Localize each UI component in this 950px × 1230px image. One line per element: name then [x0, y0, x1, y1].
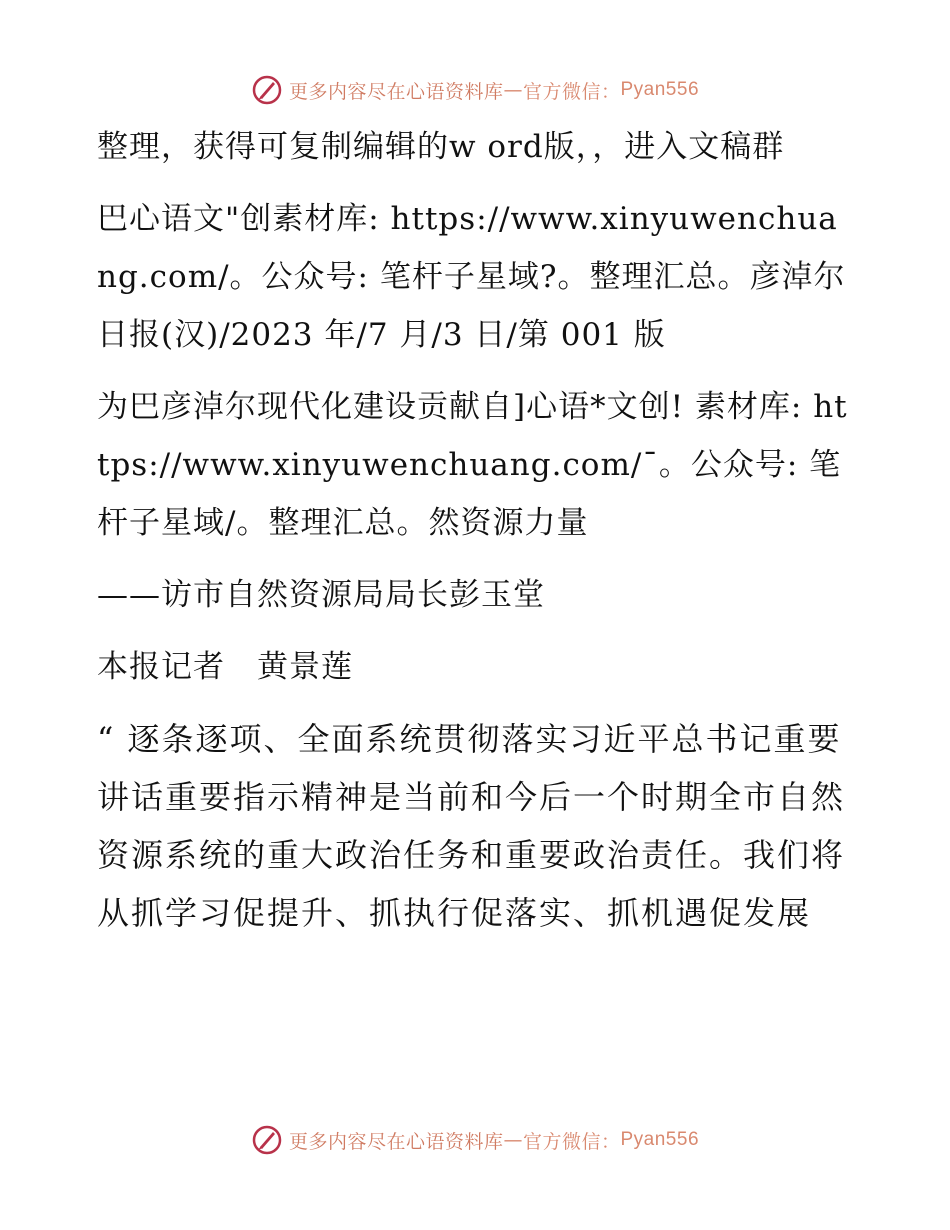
banner-brand-text: 更多内容尽在心语资料库 [288, 1130, 504, 1153]
banner-separator: — [503, 79, 523, 101]
quill-pen-logo-icon [251, 74, 283, 106]
banner-brand-text: 更多内容尽在心语资料库 [288, 80, 504, 103]
paragraph-byline: 本报记者 黄景莲 [97, 649, 353, 685]
banner-wechat-handle: Pyan556 [620, 1129, 700, 1150]
quill-pen-logo-icon [251, 1124, 283, 1156]
paragraph-title: 为巴彦淖尔现代化建设贡献自]心语*文创! 素材库: https://www.xinyuwenchuang.com/¯。公众号: 笔杆子星域/。整理汇总。然资源力量 [97, 389, 848, 541]
banner-wechat-handle: Pyan556 [620, 79, 700, 100]
header-banner [0, 70, 950, 110]
document-body [97, 118, 857, 942]
banner-separator: — [503, 1129, 523, 1151]
banner-wechat-label: 官方微信： [522, 80, 621, 103]
paragraph-subtitle: ——访市自然资源局局长彭玉堂 [97, 577, 545, 613]
paragraph-intro: 整理，获得可复制编辑的w ord版，，进入文稿群 [97, 129, 785, 165]
paragraph-source-1: 巴心语文"创素材库: https://www.xinyuwenchuang.com/。公众号: 笔杆子星域?。整理汇总。彦淖尔日报(汉)/2023 年/7 月/3 日/第 001 版 [97, 201, 846, 353]
banner-wechat-label: 官方微信： [522, 1130, 621, 1153]
footer-banner [0, 1120, 950, 1160]
paragraph-body: “ 逐条逐项、全面系统贯彻落实习近平总书记重要讲话重要指示精神是当前和今后一个时期全市自然资源系统的重大政治任务和重要政治责任。我们将从抓学习促提升、抓执行促落实、抓机遇促发展 [97, 720, 846, 932]
